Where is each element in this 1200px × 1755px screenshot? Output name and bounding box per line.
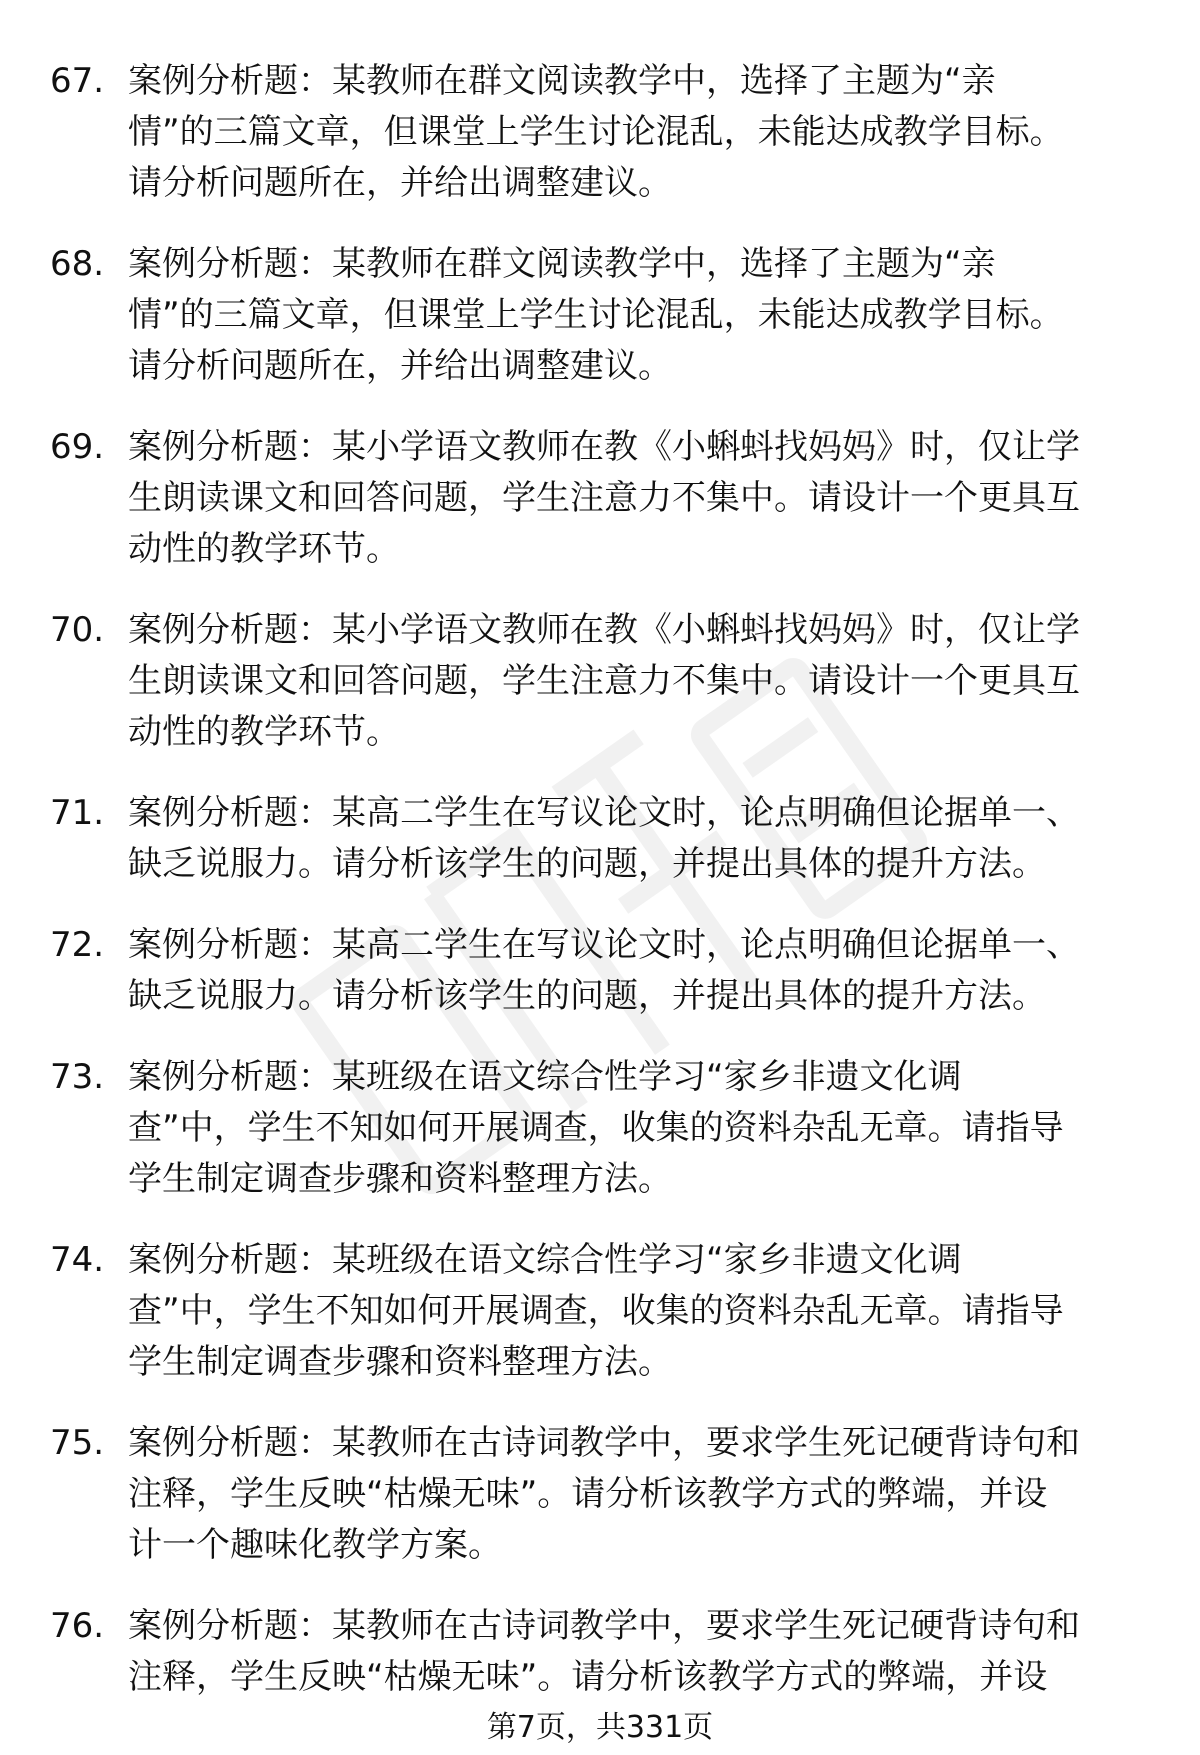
question-number: 69. (50, 427, 105, 467)
question-text: 案例分析题：某教师在群文阅读教学中，选择了主题为“亲 情”的三篇文章，但课堂上学生讨论混乱，未能达成教学目标。 请分析问题所在，并给出调整建议。 (128, 61, 1064, 203)
question-text: 案例分析题：某班级在语文综合性学习“家乡非遗文化调 查”中，学生不知如何开展调查，收集的资料杂乱无章。请指导 学生制定调查步骤和资料整理方法。 (128, 1240, 1064, 1382)
question-item (50, 239, 1150, 392)
question-text: 案例分析题：某高二学生在写议论文时，论点明确但论据单一、 缺乏说服力。请分析该学生的问题，并提出具体的提升方法。 (128, 925, 1080, 1016)
question-number: 76. (50, 1606, 105, 1646)
question-item (50, 422, 1150, 575)
question-number: 74. (50, 1240, 105, 1280)
question-number: 70. (50, 610, 105, 650)
question-item (50, 605, 1150, 758)
question-number: 72. (50, 925, 105, 965)
question-text: 案例分析题：某小学语文教师在教《小蝌蚪找妈妈》时，仅让学 生朗读课文和回答问题，学生注意力不集中。请设计一个更具互 动性的教学环节。 (128, 610, 1080, 752)
question-text: 案例分析题：某班级在语文综合性学习“家乡非遗文化调 查”中，学生不知如何开展调查，收集的资料杂乱无章。请指导 学生制定调查步骤和资料整理方法。 (128, 1057, 1064, 1199)
question-number: 73. (50, 1057, 105, 1097)
question-number: 75. (50, 1423, 105, 1463)
question-item (50, 1601, 1150, 1703)
question-text: 案例分析题：某教师在群文阅读教学中，选择了主题为“亲 情”的三篇文章，但课堂上学生讨论混乱，未能达成教学目标。 请分析问题所在，并给出调整建议。 (128, 244, 1064, 386)
question-number: 71. (50, 793, 105, 833)
question-list (50, 56, 1150, 1733)
question-item (50, 920, 1150, 1022)
question-text: 案例分析题：某教师在古诗词教学中，要求学生死记硬背诗句和 注释，学生反映“枯燥无味”。请分析该教学方式的弊端，并设 (128, 1606, 1080, 1697)
question-item (50, 1235, 1150, 1388)
question-item (50, 1052, 1150, 1205)
question-item (50, 1418, 1150, 1571)
question-item (50, 56, 1150, 209)
question-number: 67. (50, 61, 105, 101)
question-number: 68. (50, 244, 105, 284)
question-text: 案例分析题：某高二学生在写议论文时，论点明确但论据单一、 缺乏说服力。请分析该学生的问题，并提出具体的提升方法。 (128, 793, 1080, 884)
question-item (50, 788, 1150, 890)
question-text: 案例分析题：某教师在古诗词教学中，要求学生死记硬背诗句和 注释，学生反映“枯燥无味”。请分析该教学方式的弊端，并设 计一个趣味化教学方案。 (128, 1423, 1080, 1565)
question-text: 案例分析题：某小学语文教师在教《小蝌蚪找妈妈》时，仅让学 生朗读课文和回答问题，学生注意力不集中。请设计一个更具互 动性的教学环节。 (128, 427, 1080, 569)
page-number-footer: 第7页，共331页 (486, 1710, 714, 1745)
